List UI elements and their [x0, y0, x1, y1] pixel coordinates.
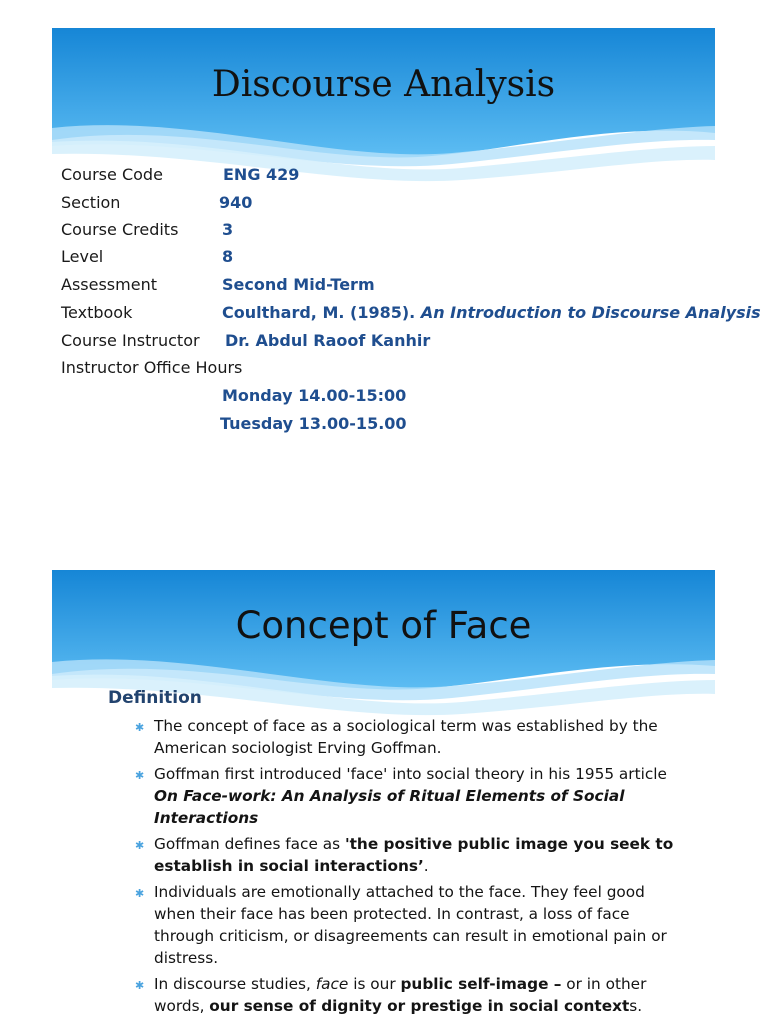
row-label: Course Code: [61, 165, 163, 184]
bullet-text-end: s.: [629, 997, 643, 1015]
bullet-text: Goffman first introduced 'face' into social theory in his 1955 article: [154, 765, 667, 783]
bullet-item: [135, 715, 674, 759]
row-label: Course Instructor: [61, 331, 200, 350]
row-label: Section: [61, 193, 121, 212]
article-title: On Face-work: An Analysis of Ritual Elements of Social Interactions: [154, 787, 625, 827]
row-value: ENG 429: [223, 165, 300, 184]
bullet-item: [135, 973, 674, 1017]
emphasis-text: our sense of dignity or prestige in social context: [209, 997, 630, 1015]
row-label: Level: [61, 247, 104, 266]
bullet-text: Individuals are emotionally attached to the face. They feel good when their face has been protected. In contrast, a loss of face through criticism, or disagreements can result in emotional pain or distress.: [154, 883, 667, 967]
bullet-item: [135, 881, 674, 969]
section-heading: Definition: [108, 688, 202, 708]
face-definition-quote: 'the positive public image you seek to establish in social interactions’: [154, 835, 674, 875]
bullet-text: The concept of face as a sociological term was established by the American sociologist Erving Goffman.: [154, 717, 658, 757]
row-value: 3: [222, 220, 234, 239]
asterisk-star-icon: ✱: [135, 887, 145, 900]
row-value: 940: [219, 193, 253, 212]
bullet-item: [135, 763, 674, 829]
slide-concept-of-face: [52, 570, 715, 1024]
bullet-text: is our: [348, 975, 401, 993]
asterisk-star-icon: ✱: [135, 769, 145, 782]
bullet-text: In discourse studies,: [154, 975, 316, 993]
row-label: Instructor Office Hours: [61, 358, 243, 377]
slide-title: Discourse Analysis: [211, 64, 556, 105]
asterisk-star-icon: ✱: [135, 979, 145, 992]
row-label: Assessment: [61, 275, 157, 294]
bullet-text: Goffman defines face as: [154, 835, 345, 853]
asterisk-star-icon: ✱: [135, 839, 145, 852]
row-label: Course Credits: [61, 220, 179, 239]
row-value: Monday 14.00-15:00: [222, 386, 407, 405]
row-value: Second Mid-Term: [222, 275, 375, 294]
bullet-item: [135, 833, 674, 877]
row-value: 8: [222, 247, 234, 266]
row-value: [222, 303, 761, 322]
wave-banner: [52, 28, 715, 228]
row-value: Tuesday 13.00-15.00: [220, 414, 407, 433]
face-term: face: [315, 975, 349, 993]
asterisk-star-icon: ✱: [135, 721, 145, 734]
definition-bullet-list: [135, 715, 674, 1021]
emphasis-text: public self-image –: [400, 975, 562, 993]
textbook-title: An Introduction to Discourse Analysis: [420, 303, 761, 322]
row-label: Textbook: [61, 303, 133, 322]
slide-title: Concept of Face: [235, 604, 532, 647]
bullet-text: or in other words,: [154, 975, 647, 1015]
bullet-text-end: .: [423, 857, 429, 875]
textbook-author: Coulthard, M. (1985).: [222, 303, 421, 322]
slide-course-info: [52, 28, 761, 530]
row-value: Dr. Abdul Raoof Kanhir: [225, 331, 431, 350]
